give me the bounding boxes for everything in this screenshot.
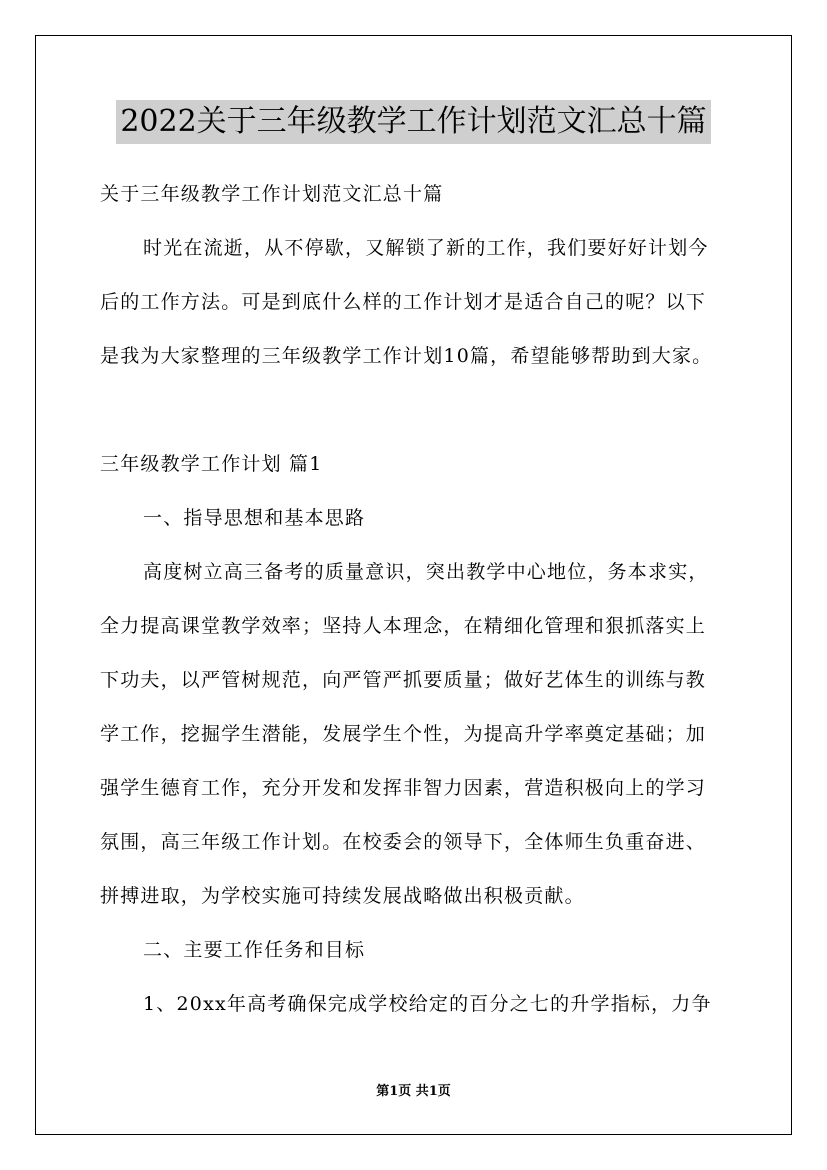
body-line: 时光在流逝，从不停歇，又解锁了新的工作，我们要好好计划今	[143, 237, 709, 259]
body-line: 是我为大家整理的三年级教学工作计划10篇，希望能够帮助到大家。	[100, 345, 713, 367]
subsection-heading: 二、主要工作任务和目标	[143, 939, 366, 961]
title-block	[0, 100, 827, 144]
section-heading: 三年级教学工作计划 篇1	[100, 453, 323, 475]
body-line: 拼搏进取，为学校实施可持续发展战略做出积极贡献。	[100, 885, 585, 907]
page-footer	[0, 1083, 827, 1101]
body-line: 高度树立高三备考的质量意识，突出教学中心地位，务本求实，	[143, 561, 709, 583]
subsection-heading: 一、指导思想和基本思路	[143, 507, 366, 529]
body-line: 强学生德育工作，充分开发和发挥非智力因素，营造积极向上的学习	[100, 777, 707, 799]
page-number-label: 第1页 共1页	[376, 1084, 451, 1099]
subtitle-line: 关于三年级教学工作计划范文汇总十篇	[100, 183, 444, 205]
body-line: 氛围，高三年级工作计划。在校委会的领导下，全体师生负重奋进、	[100, 831, 707, 853]
body-line: 全力提高课堂教学效率；坚持人本理念，在精细化管理和狠抓落实上	[100, 615, 707, 637]
body-line: 学工作，挖掘学生潜能，发展学生个性，为提高升学率奠定基础；加	[100, 723, 707, 745]
body-line: 1、20xx年高考确保完成学校给定的百分之七的升学指标，力争	[143, 993, 712, 1015]
body-line: 后的工作方法。可是到底什么样的工作计划才是适合自己的呢？以下	[100, 291, 707, 313]
body-line: 下功夫，以严管树规范，向严管严抓要质量；做好艺体生的训练与教	[100, 669, 707, 691]
document-title: 2022关于三年级教学工作计划范文汇总十篇	[116, 100, 710, 144]
